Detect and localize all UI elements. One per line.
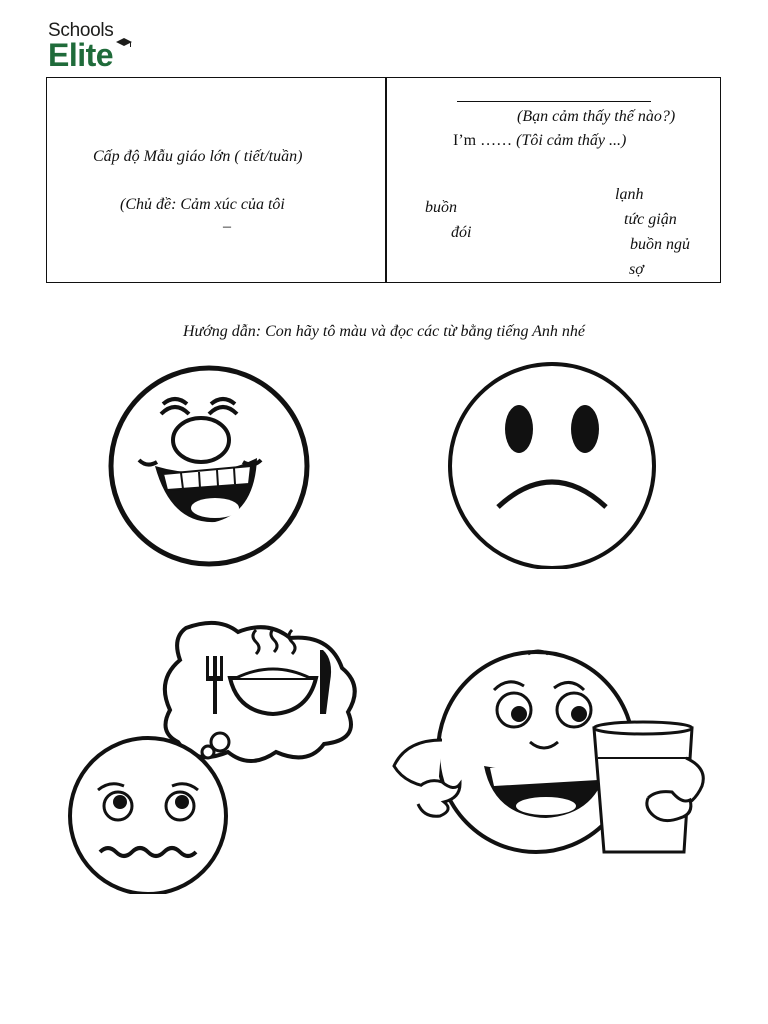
answer-line	[453, 132, 626, 150]
word-cold: lạnh	[615, 186, 644, 203]
answer-hint: (Tôi cảm thấy ...)	[516, 132, 627, 149]
thirsty-orange-icon	[386, 648, 710, 864]
schools-elite-logo	[48, 20, 138, 72]
laughing-face-icon	[105, 362, 315, 567]
sad-face-icon	[440, 357, 662, 569]
lesson-info-table	[46, 77, 721, 283]
topic-dash: –	[223, 218, 231, 235]
logo-line-2: Elite	[48, 37, 114, 73]
word-sad: buồn	[425, 199, 457, 216]
word-sleepy: buồn ngủ	[630, 236, 690, 253]
word-scared: sợ	[629, 261, 644, 278]
logo-line-1: Schools	[48, 20, 114, 41]
question-text: (Bạn cảm thấy thế nào?)	[517, 108, 676, 125]
word-angry: tức giận	[624, 211, 677, 228]
table-divider	[385, 78, 387, 282]
word-hungry: đói	[451, 224, 472, 241]
instruction-text: Hướng dẫn: Con hãy tô màu và đọc các từ bằng tiếng Anh nhé	[182, 323, 586, 340]
topic-text: (Chủ đề: Cảm xúc của tôi	[120, 196, 285, 213]
answer-blank-line	[457, 101, 651, 102]
answer-prefix: I’m ……	[453, 132, 517, 149]
hungry-face-icon	[68, 620, 362, 894]
level-text: Cấp độ Mẫu giáo lớn ( tiết/tuần)	[93, 148, 303, 165]
graduation-cap-icon	[116, 38, 132, 48]
